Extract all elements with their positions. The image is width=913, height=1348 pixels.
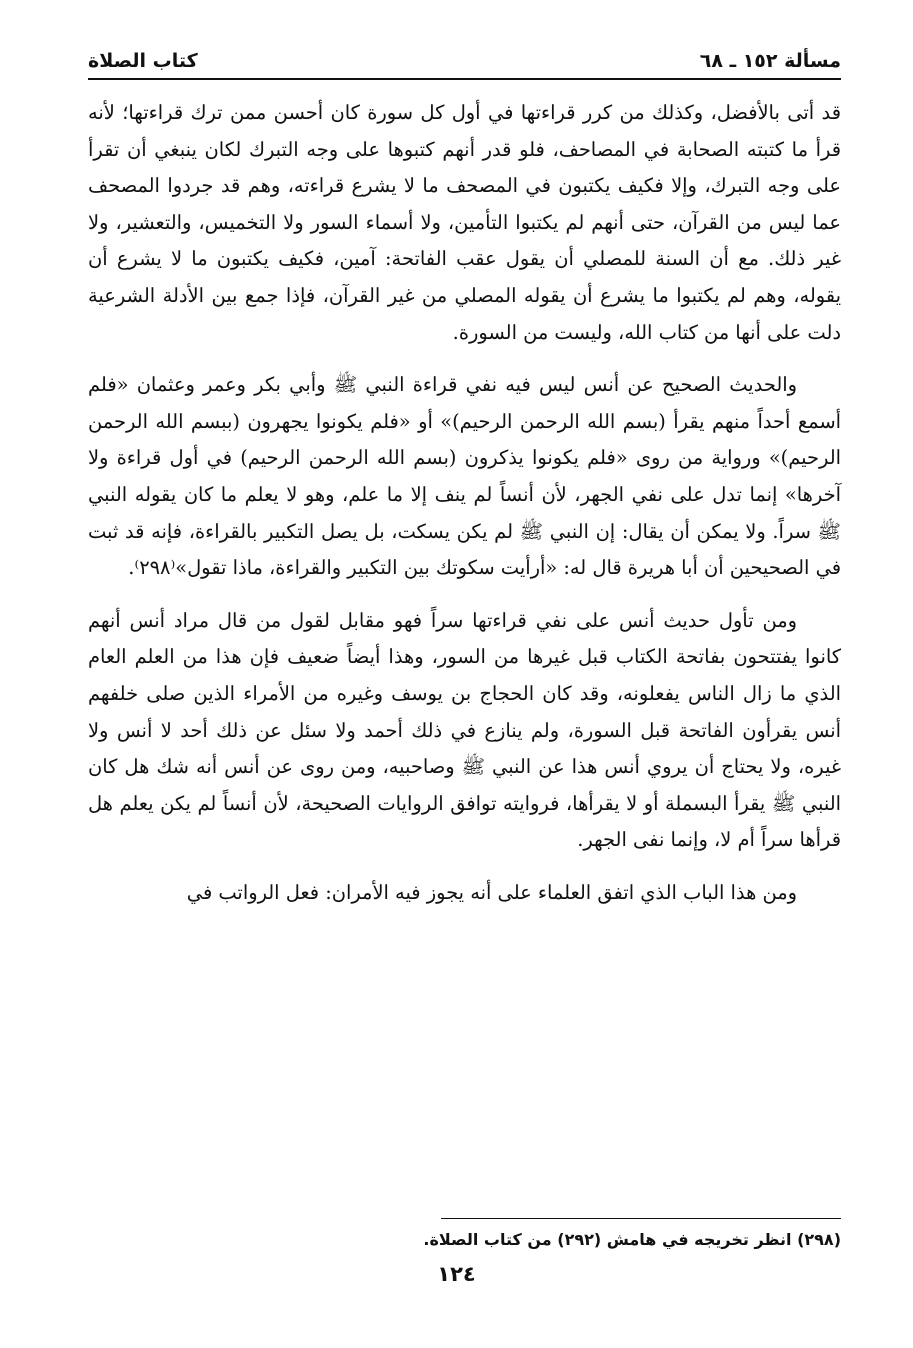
main-text (88, 95, 841, 927)
page-number: ١٢٤ (437, 1262, 476, 1286)
paragraph-1: قد أتى بالأفضل، وكذلك من كرر قراءتها في أول كل سورة كان أحسن ممن ترك قراءتها؛ لأنه قرأ ما كتبته الصحابة في المصاحف، فلو قدر أنهم كتبوها على وجه التبرك لكان ينبغي أن تقرأ على وجه التبرك، وإلا فكيف يكتبون في المصحف ما لا يشرع قراءته، وهم قد جردوا المصحف عما ليس من القرآن، حتى أنهم لم يكتبوا التأمين، ولا أسماء السور ولا التخميس، والتعشير، ولا غير ذلك. مع أن السنة للمصلي أن يقول عقب الفاتحة: آمين، فكيف يكتبون ما لا يشرع أن يقوله، وهم لم يكتبوا ما يشرع أن يقوله المصلي من غير القرآن، فإذا جمع بين الأدلة الشرعية دلت على أنها من كتاب الله، وليست من السورة. (88, 101, 841, 344)
footnote-separator (441, 1218, 841, 1219)
header-issue-number: مسألة ١٥٢ ـ ٦٨ (699, 50, 841, 72)
paragraph-3: ومن تأول حديث أنس على نفي قراءتها سراً فهو مقابل لقول من قال مراد أنس أنهم كانوا يفتتحون بفاتحة الكتاب قبل غيرها من السور، وهذا أيضاً ضعيف فإن هذا من العلم العام الذي ما زال الناس يفعلونه، وقد كان الحجاج بن يوسف وغيره من الأمراء الذين صلى خلفهم أنس يقرأون الفاتحة قبل السورة، ولم ينازع في ذلك أحمد ولا سئل عن ذلك أحد لا أنس ولا غيره، ولا يحتاج أن يروي أنس هذا عن النبي ﷺ وصاحبيه، ومن روى عن أنس أنه شك هل كان النبي ﷺ يقرأ البسملة أو لا يقرأها، فروايته توافق الروايات الصحيحة، لأن أنساً لم يكن يعلم هل قرأها سراً أم لا، وإنما نفى الجهر. (88, 608, 841, 852)
running-header (88, 38, 841, 80)
footnote-298: (٢٩٨) انظر تخريجه في هامش (٢٩٢) من كتاب الصلاة. (423, 1230, 841, 1249)
header-book-title: كتاب الصلاة (88, 50, 198, 72)
paragraph-2: والحديث الصحيح عن أنس ليس فيه نفي قراءة النبي ﷺ وأبي بكر وعمر وعثمان «فلم أسمع أحداً منهم يقرأ (بسم الله الرحمن الرحيم)» أو «فلم يكونوا يجهرون (ببسم الله الرحمن الرحيم)» ورواية من روى «فلم يكونوا يذكرون (بسم الله الرحمن الرحيم) في أول قراءة ولا آخرها» إنما تدل على نفي الجهر، لأن أنساً لم ينف إلا ما علم، وهو لا يعلم ما كان يقوله النبي ﷺ سراً. ولا يمكن أن يقال: إن النبي ﷺ لم يكن يسكت، بل يصل التكبير بالقراءة، فإنه قد ثبت في الصحيحين أن أبا هريرة قال له: «أرأيت سكوتك بين التكبير والقراءة، ماذا تقول»⁽٢٩٨⁾. (88, 373, 841, 580)
paragraph-4: ومن هذا الباب الذي اتفق العلماء على أنه يجوز فيه الأمران: فعل الرواتب في (186, 880, 797, 904)
